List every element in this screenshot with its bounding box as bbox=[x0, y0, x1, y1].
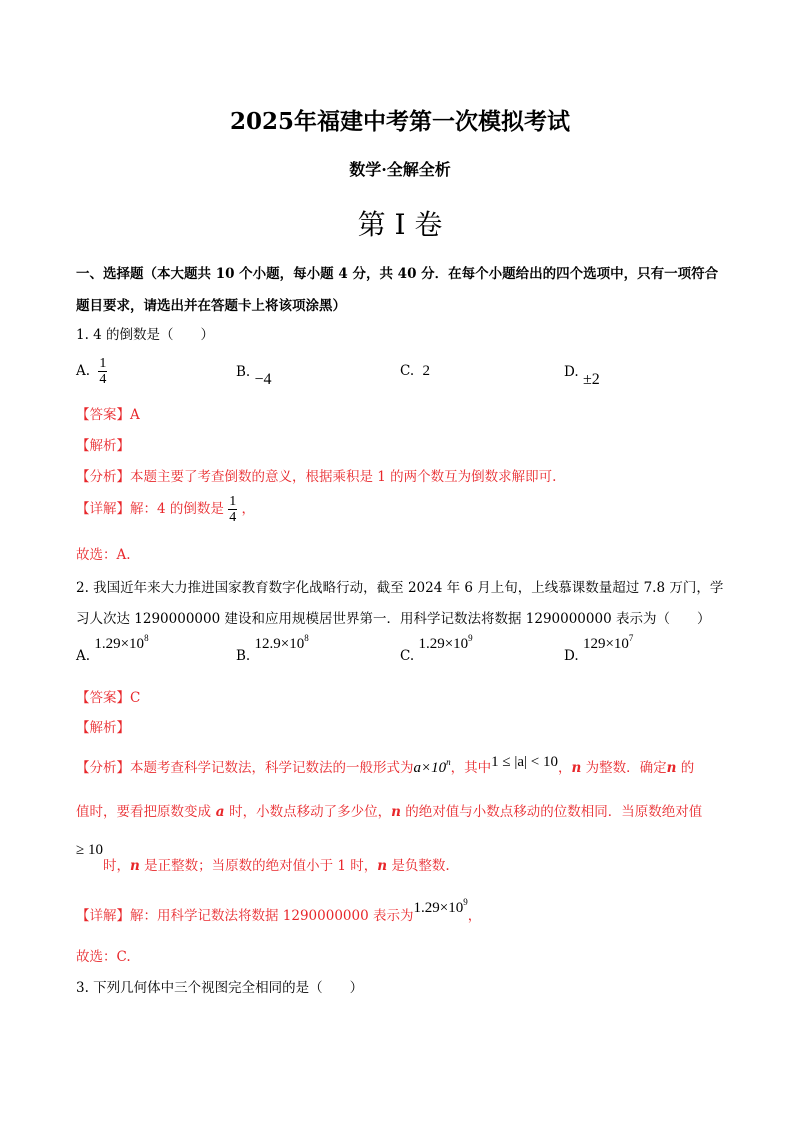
q1-stem: 1. 4 的倒数是（ ） bbox=[76, 327, 215, 343]
q2-analysis-text: 的 bbox=[676, 760, 695, 776]
q2-range: 1 ≤ |a| < 10 bbox=[491, 754, 558, 770]
q1-jiexi-label: 【解析】 bbox=[76, 438, 130, 454]
q2-analysis-line3 bbox=[76, 842, 103, 859]
q2-var-n: n bbox=[571, 760, 582, 776]
q1-detail bbox=[76, 494, 255, 525]
q2-option-d bbox=[564, 633, 634, 664]
q1-option-c-label: C. bbox=[400, 363, 415, 379]
q2-detail bbox=[76, 897, 482, 925]
q2-analysis-text: 的绝对值与小数点移动的位数相同．当原数绝对值 bbox=[400, 804, 703, 820]
q2-analysis-text: 是正整数；当原数的绝对值小于 1 时， bbox=[139, 858, 378, 874]
q2-analysis-text: 是负整数. bbox=[387, 858, 450, 874]
q2-option-d-base: 129×10 bbox=[582, 636, 629, 652]
q1-option-b-label: B. bbox=[236, 364, 251, 380]
page-title: 2025年福建中考第一次模拟考试 bbox=[229, 108, 570, 135]
q1-option-b-value: −4 bbox=[254, 371, 272, 388]
q2-detail-text: 【详解】解：用科学记数法将数据 1290000000 表示为 bbox=[76, 908, 414, 924]
section-heading-line2: 题目要求，请选出并在答题卡上将该项涂黑） bbox=[76, 298, 346, 314]
q1-option-d-value: ±2 bbox=[582, 371, 600, 388]
q2-option-d-label: D. bbox=[564, 648, 579, 664]
q2-var-n: n bbox=[666, 760, 677, 776]
q2-option-a-base: 1.29×10 bbox=[94, 636, 145, 652]
q2-option-c-exp: 9 bbox=[468, 633, 473, 643]
q2-geq: ≥ 10 bbox=[76, 842, 103, 858]
q2-option-b-exp: 8 bbox=[304, 633, 309, 643]
q1-option-c-value: 2 bbox=[422, 363, 430, 379]
q2-analysis-text: 【分析】本题考查科学记数法，科学记数法的一般形式为 bbox=[76, 760, 414, 776]
q2-option-a bbox=[76, 633, 149, 664]
q1-choose: 故选：A. bbox=[76, 547, 131, 563]
q1-detail-text: 【详解】解：4 的倒数是 bbox=[76, 501, 224, 517]
q2-analysis-text: 时， bbox=[103, 858, 130, 874]
q2-formula-exp: n bbox=[446, 757, 451, 767]
q2-analysis-text: ，其中 bbox=[450, 760, 492, 776]
q1-option-a bbox=[76, 356, 107, 387]
q2-jiexi-label: 【解析】 bbox=[76, 720, 130, 736]
q2-option-a-exp: 8 bbox=[144, 633, 149, 643]
q1-option-d-label: D. bbox=[564, 364, 579, 380]
q1-option-a-label: A. bbox=[76, 363, 91, 379]
q2-option-c-base: 1.29×10 bbox=[418, 636, 469, 652]
q2-analysis-line2 bbox=[76, 800, 702, 820]
q2-detail-exp: 9 bbox=[463, 897, 468, 907]
fraction-denominator: 4 bbox=[229, 510, 237, 525]
q1-option-d bbox=[564, 363, 600, 388]
page-subtitle: 数学·全解全析 bbox=[349, 160, 451, 179]
q2-option-b-label: B. bbox=[236, 648, 251, 664]
q2-analysis-line1 bbox=[76, 756, 694, 777]
q2-var-n: n bbox=[391, 804, 401, 820]
section-heading-line1: 一、选择题（本大题共 10 个小题，每小题 4 分，共 40 分．在每个小题给出的四个选项中，只有一项符合 bbox=[76, 266, 719, 282]
q2-option-d-exp: 7 bbox=[628, 633, 634, 643]
q1-detail-suffix: ， bbox=[241, 501, 255, 517]
fraction-denominator: 4 bbox=[99, 372, 107, 387]
q1-answer: 【答案】A bbox=[76, 407, 140, 423]
q2-option-b-base: 12.9×10 bbox=[254, 636, 305, 652]
q2-option-b bbox=[236, 633, 309, 664]
q2-option-c bbox=[400, 633, 473, 664]
q2-formula-base: a×10 bbox=[413, 760, 447, 776]
fraction-numerator: 1 bbox=[229, 494, 237, 509]
q2-analysis-text: 为整数．确定 bbox=[581, 760, 667, 776]
q2-var-n: n bbox=[377, 858, 388, 874]
q1-option-a-fraction bbox=[98, 356, 107, 387]
q2-option-a-label: A. bbox=[76, 648, 91, 664]
q2-answer: 【答案】C bbox=[76, 690, 141, 706]
q2-stem-line2: 习人次达 1290000000 建设和应用规模居世界第一．用科学记数法将数据 1290000000 表示为（ ） bbox=[76, 611, 711, 627]
q3-stem: 3. 下列几何体中三个视图完全相同的是（ ） bbox=[76, 980, 364, 996]
q1-option-b bbox=[236, 363, 272, 388]
q2-var-a: a bbox=[211, 804, 230, 820]
q2-analysis-text: ， bbox=[557, 760, 572, 776]
volume-heading: 第 I 卷 bbox=[357, 208, 443, 241]
q2-detail-base: 1.29×10 bbox=[413, 900, 464, 916]
q1-option-c bbox=[400, 363, 430, 380]
q2-analysis-text: 时，小数点移动了多少位， bbox=[229, 804, 392, 820]
q1-detail-fraction bbox=[228, 494, 237, 525]
q2-analysis-text: 值时，要看把原数变成 bbox=[76, 804, 211, 820]
fraction-numerator: 1 bbox=[99, 356, 107, 371]
q2-choose: 故选：C. bbox=[76, 949, 131, 965]
q2-var-n: n bbox=[130, 858, 140, 874]
q2-option-c-label: C. bbox=[400, 648, 415, 664]
q2-detail-suffix: ， bbox=[467, 908, 482, 924]
q2-stem-line1: 2. 我国近年来大力推进国家教育数字化战略行动，截至 2024 年 6 月上旬，上线慕课数量超过 7.8 万门，学 bbox=[76, 580, 724, 596]
q2-analysis-line3-text bbox=[103, 854, 450, 874]
q1-analysis: 【分析】本题主要了考查倒数的意义，根据乘积是 1 的两个数互为倒数求解即可. bbox=[76, 469, 557, 485]
